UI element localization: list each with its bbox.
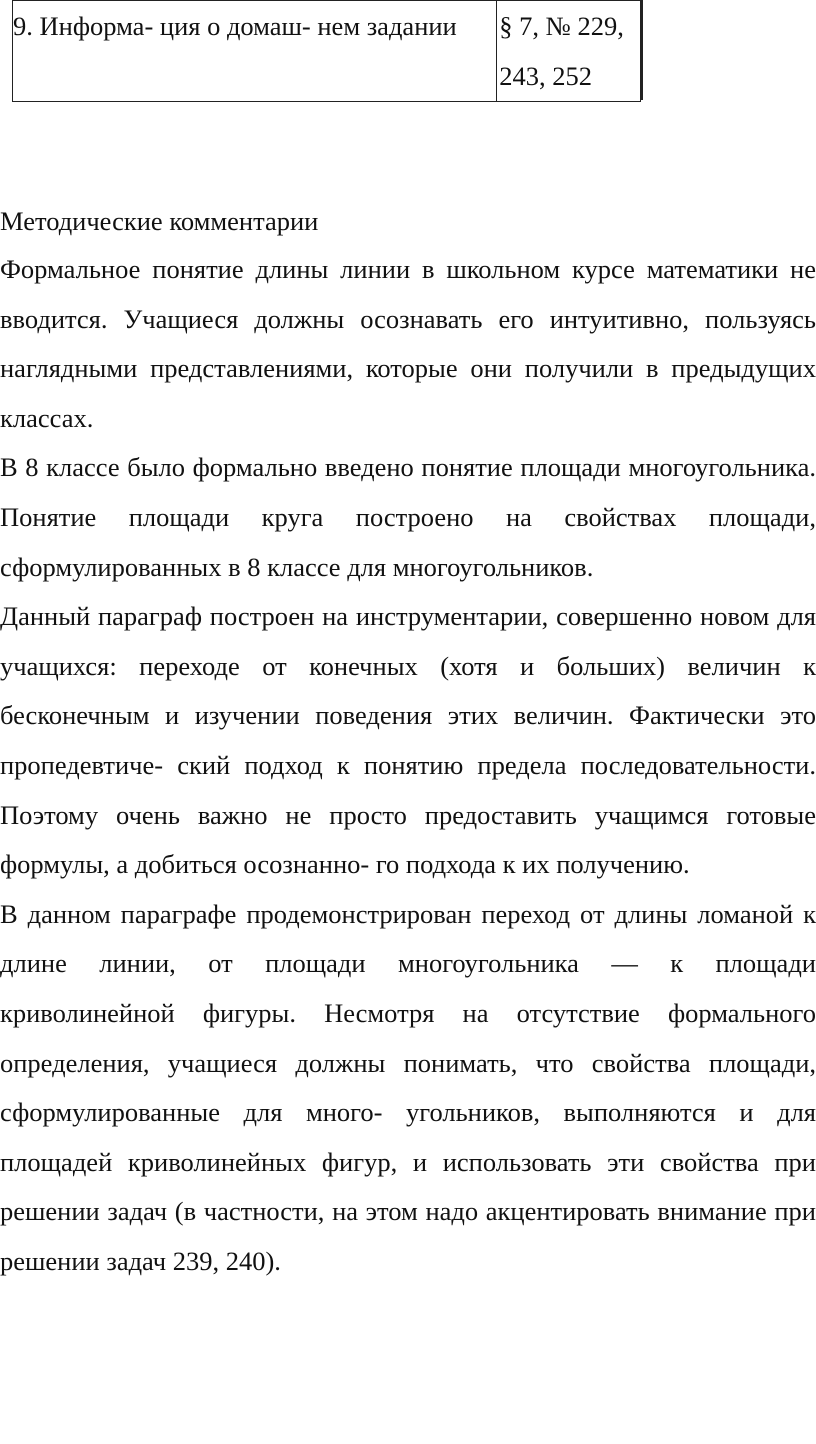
table-double-border — [641, 0, 643, 100]
section-heading: Методические комментарии — [0, 206, 319, 236]
homework-table — [12, 0, 644, 100]
homework-table-grid — [12, 0, 641, 102]
paragraph: Формальное понятие длины линии в школьном курсе математики не вводится. Учащиеся должны осознавать его интуитивно, пользуясь наглядными представлениями, которые они получили в предыдущих классах. — [0, 254, 816, 433]
table-row — [13, 1, 641, 102]
paragraph: Данный параграф построен на инструментарии, совершенно новом для учащихся: переходе от конечных (хотя и больших) величин к бесконечным и изучении поведения этих величин. Фактически это пропедевтиче- ский подход к понятию предела последовательности. Поэтому очень важно не просто предоставить учащимся готовые формулы, а добиться осознанно- го подхода к их получению. — [0, 601, 816, 880]
paragraph: В данном параграфе продемонстрирован переход от длины ломаной к длине линии, от площади многоугольника — к площади криволинейной фигуры. Несмотря на отсутствие формального определения, учащиеся должны понимать, что свойства площади, сформулированные для много- угольников, выполняются и для площадей криволинейных фигур, и использовать эти свойства при решении задач (в частности, на этом надо акцентировать внимание при решении задач 239, 240). — [0, 898, 816, 1276]
paragraph: В 8 классе было формально введено понятие площади многоугольника. Понятие площади круга построено на свойствах площади, сформулированных в 8 классе для многоугольников. — [0, 452, 816, 582]
comments-body — [0, 245, 816, 1286]
homework-value-cell: § 7, № 229, 243, 252 — [497, 1, 641, 102]
homework-label-cell: 9. Информа- ция о домаш- нем задании — [13, 1, 497, 102]
